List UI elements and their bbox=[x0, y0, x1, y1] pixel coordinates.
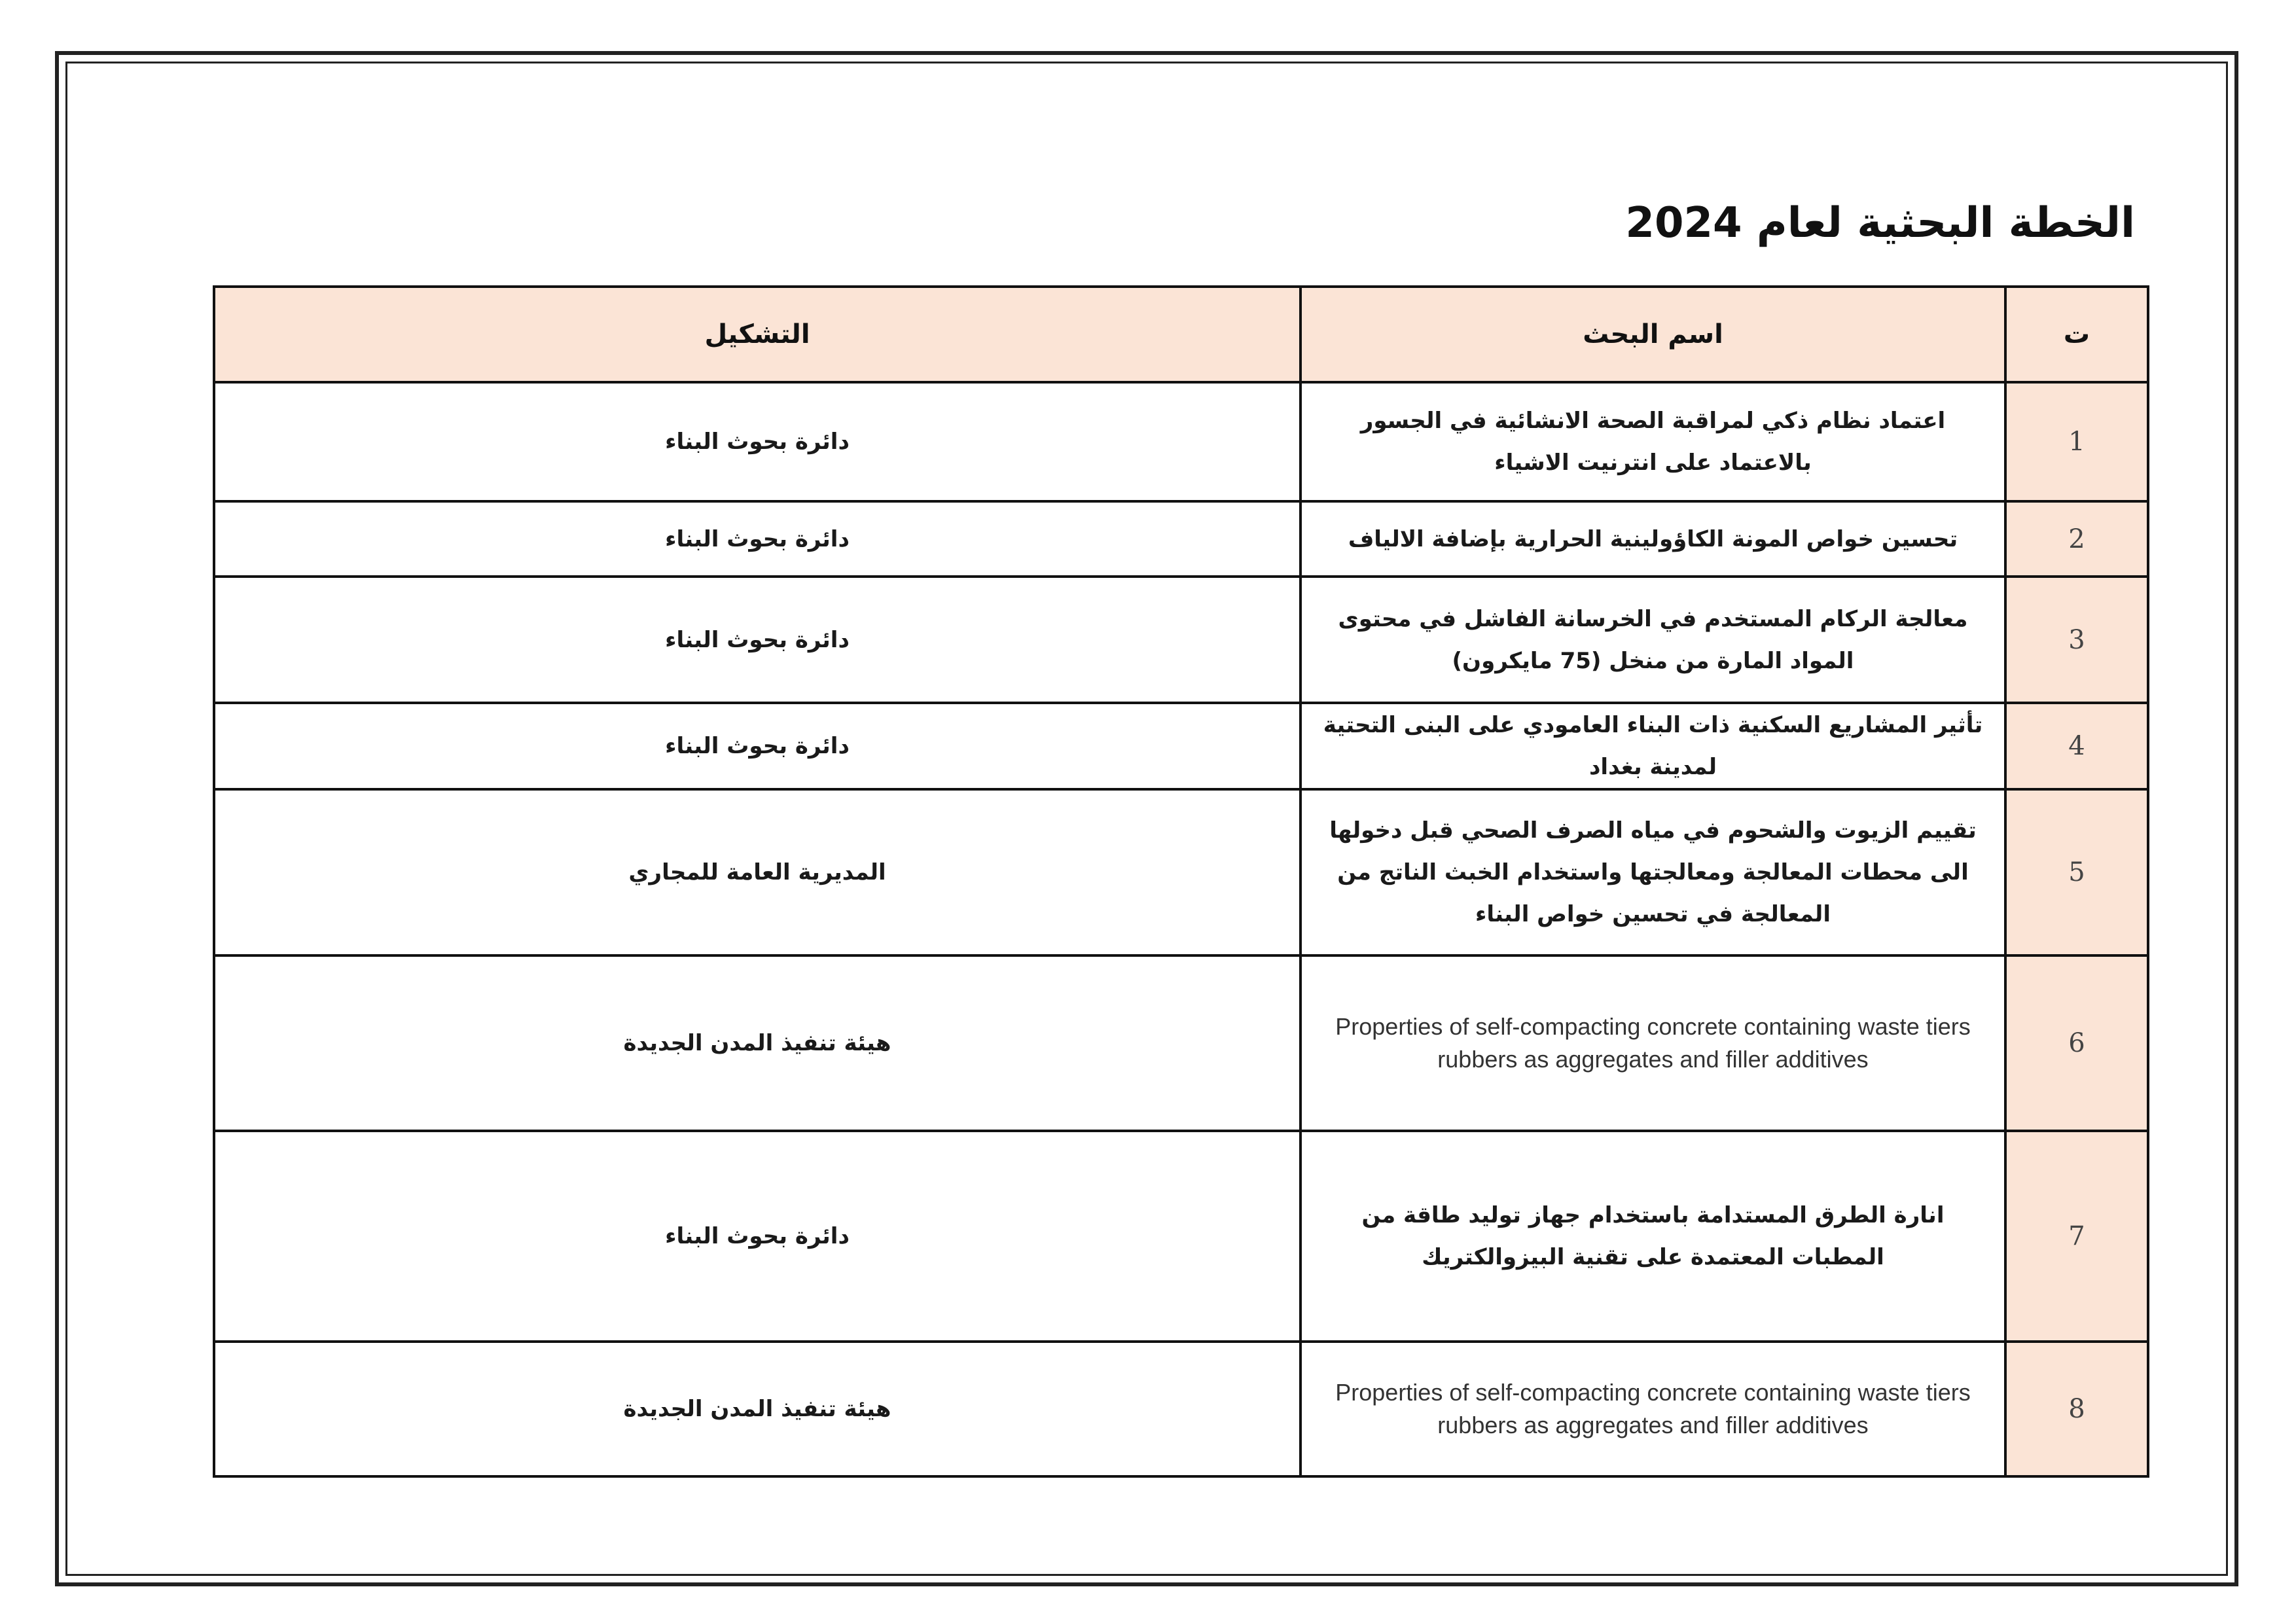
research-name: اعتماد نظام ذكي لمراقبة الصحة الانشائية في الجسور بالاعتماد على انترنيت الاشياء bbox=[1300, 382, 2005, 501]
table-row bbox=[214, 703, 2148, 789]
department: هيئة تنفيذ المدن الجديدة bbox=[214, 1342, 1300, 1476]
table-row bbox=[214, 1342, 2148, 1476]
page-title: الخطة البحثية لعام 2024 bbox=[1625, 199, 2135, 247]
table-header-row bbox=[214, 287, 2148, 382]
row-number: 4 bbox=[2005, 703, 2148, 789]
row-number: 7 bbox=[2005, 1131, 2148, 1342]
research-name: Properties of self-compacting concrete containing waste tiers rubbers as aggregates and filler additives bbox=[1300, 955, 2005, 1131]
department: دائرة بحوث البناء bbox=[214, 1131, 1300, 1342]
department: هيئة تنفيذ المدن الجديدة bbox=[214, 955, 1300, 1131]
header-department: التشكيل bbox=[214, 287, 1300, 382]
research-name: معالجة الركام المستخدم في الخرسانة الفاشل في محتوى المواد المارة من منخل (75 مايكرون) bbox=[1300, 577, 2005, 703]
header-research-name: اسم البحث bbox=[1300, 287, 2005, 382]
department: دائرة بحوث البناء bbox=[214, 703, 1300, 789]
row-number: 2 bbox=[2005, 501, 2148, 577]
table-row bbox=[214, 382, 2148, 501]
department: دائرة بحوث البناء bbox=[214, 501, 1300, 577]
row-number: 3 bbox=[2005, 577, 2148, 703]
header-number: ت bbox=[2005, 287, 2148, 382]
table-row bbox=[214, 577, 2148, 703]
table-row bbox=[214, 955, 2148, 1131]
research-name: تحسين خواص المونة الكاؤولينية الحرارية بإضافة الالياف bbox=[1300, 501, 2005, 577]
department: دائرة بحوث البناء bbox=[214, 382, 1300, 501]
table-row bbox=[214, 1131, 2148, 1342]
research-name: تقييم الزيوت والشحوم في مياه الصرف الصحي قبل دخولها الى محطات المعالجة ومعالجتها واستخدام الخبث الناتج من المعالجة في تحسين خواص البناء bbox=[1300, 789, 2005, 955]
research-name: تأثير المشاريع السكنية ذات البناء العامودي على البنى التحتية لمدينة بغداد bbox=[1300, 703, 2005, 789]
table-row bbox=[214, 501, 2148, 577]
research-name: Properties of self-compacting concrete containing waste tiers rubbers as aggregates and filler additives bbox=[1300, 1342, 2005, 1476]
row-number: 5 bbox=[2005, 789, 2148, 955]
research-plan-table bbox=[213, 285, 2149, 1478]
department: دائرة بحوث البناء bbox=[214, 577, 1300, 703]
table-row bbox=[214, 789, 2148, 955]
row-number: 8 bbox=[2005, 1342, 2148, 1476]
row-number: 6 bbox=[2005, 955, 2148, 1131]
department: المديرية العامة للمجاري bbox=[214, 789, 1300, 955]
research-name: انارة الطرق المستدامة باستخدام جهاز توليد طاقة من المطبات المعتمدة على تقنية البيزوالكتريك bbox=[1300, 1131, 2005, 1342]
row-number: 1 bbox=[2005, 382, 2148, 501]
